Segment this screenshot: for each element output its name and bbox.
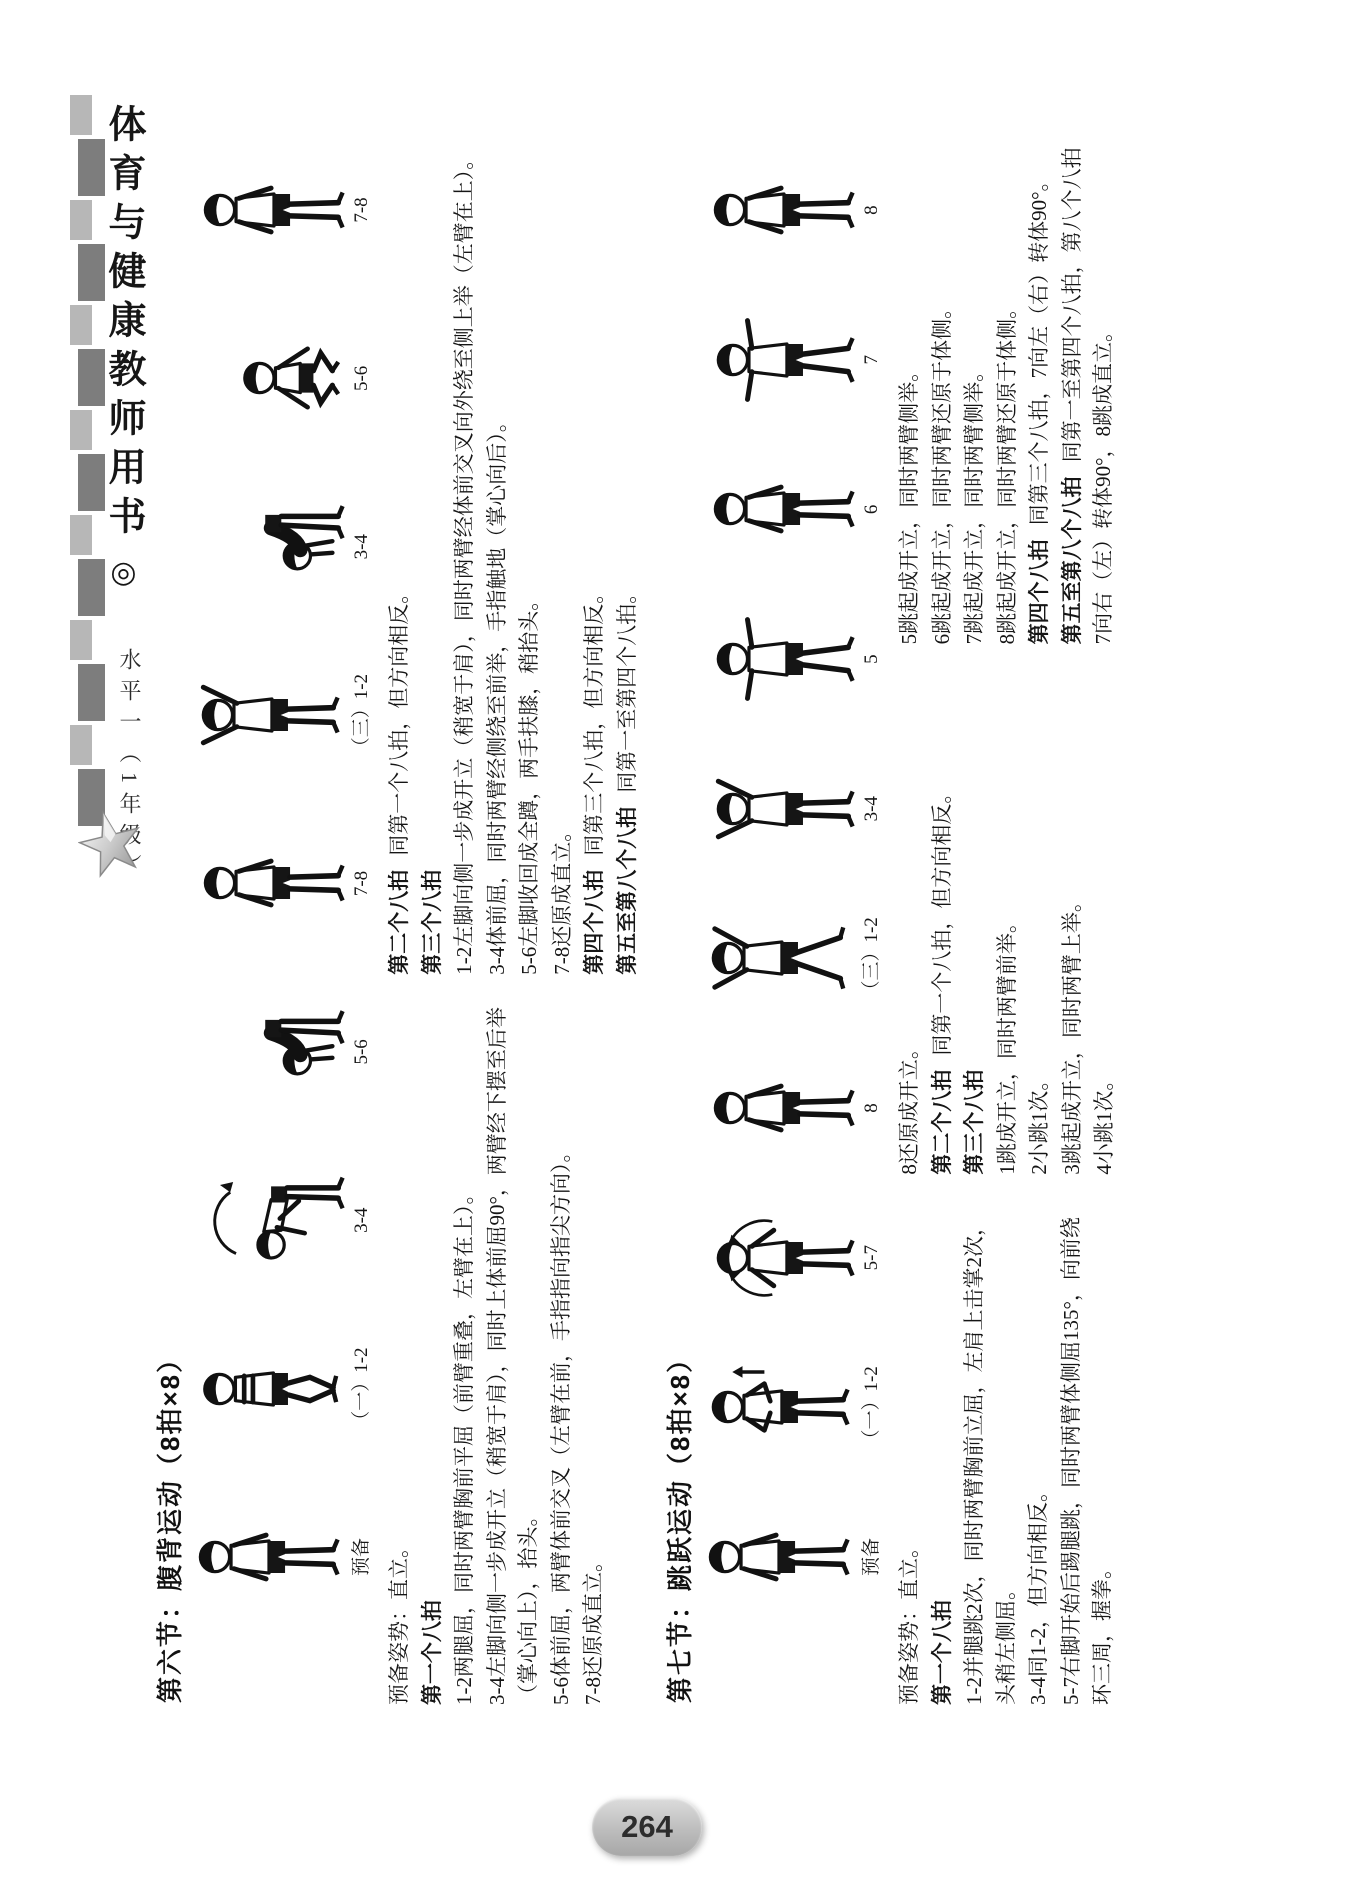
figure-group <box>201 840 373 928</box>
instruction-lead-label: 第二个八拍 <box>930 1069 954 1175</box>
figure-strip <box>195 140 373 1705</box>
instruction-text: 3-4体前屈，同时两臂经侧绕至前举，手指触地（掌心向后）。 <box>484 411 509 975</box>
instruction-text: 6跳起成开立，同时两臂还原于体侧。 <box>929 297 954 645</box>
instruction-lead-label: 第三个八拍 <box>963 1069 986 1175</box>
instruction-text: 预备姿势：直立。 <box>897 1537 921 1705</box>
level-label: 水平一（1年级） <box>117 648 142 885</box>
armsside-pose-child-figure-icon <box>711 615 857 703</box>
instruction-line <box>959 670 991 1174</box>
instruction-text: 3跳起成开立，同时两臂上举。 <box>1059 891 1084 1175</box>
instruction-text: 预备姿势：直立。 <box>387 1537 411 1705</box>
accent-block <box>70 515 92 555</box>
figure-beat-label: 5-6 <box>351 365 372 392</box>
page-number-badge: 264 <box>592 1798 702 1856</box>
armsside-pose-child-figure-icon <box>711 316 857 404</box>
instruction-line <box>894 140 926 644</box>
instruction-line <box>1056 1201 1119 1705</box>
instruction-text: 1-2左脚向侧一步成开立（稍宽于肩），同时两臂经体前交叉向外绕至侧上举（左臂在上）。 <box>452 148 476 975</box>
figure-beat-label: 8 <box>861 1103 882 1113</box>
figure-group <box>201 503 373 591</box>
figure-group <box>706 1513 883 1601</box>
instruction-columns <box>383 140 644 1705</box>
instruction-line <box>482 1001 545 1705</box>
instruction-column <box>893 140 1122 644</box>
instruction-lead-label: 第五至第八个八拍 <box>1060 476 1084 645</box>
figure-beat-label: 7-8 <box>351 197 372 223</box>
instruction-columns <box>893 140 1122 1705</box>
figure-beat-label: （三）1-2 <box>861 917 882 1000</box>
squat-pose-child-figure-icon <box>201 334 347 422</box>
instruction-text: 5-6体前屈，两臂体前交叉（左臂在前，手指指向指尖方向）。 <box>548 1141 573 1705</box>
accent-block <box>70 305 92 345</box>
section-title: 第六节：腹背运动（8拍×8） <box>155 1344 185 1703</box>
instruction-text: 3-4左脚向侧一步成开立（稍宽于肩），同时上体前屈90°，两臂经下摆至后举（掌心向上），抬头。 <box>484 1007 540 1705</box>
stand-pose-child-figure-icon <box>711 1064 857 1152</box>
double-circle-emblem-icon: ◎ <box>107 555 140 590</box>
instruction-text: 7-8还原成直立。 <box>581 1551 605 1705</box>
figure-beat-label: 7-8 <box>351 870 372 897</box>
instruction-line <box>1024 670 1056 1174</box>
figure-group <box>196 671 373 759</box>
figure-group <box>711 1064 883 1152</box>
instruction-text: 8跳起成开立，同时两臂还原于体侧。 <box>994 297 1019 645</box>
figure-beat-label: 预备 <box>861 1538 882 1577</box>
instruction-line <box>449 140 481 975</box>
accent-block <box>70 410 92 450</box>
figure-group <box>711 765 883 853</box>
figure-group <box>706 914 883 1002</box>
figure-group <box>196 1513 373 1601</box>
figure-group <box>706 1363 883 1451</box>
figure-group <box>711 615 883 703</box>
instruction-line <box>927 140 959 644</box>
book-title-text: 体育与健康教师用书 <box>102 104 144 545</box>
instruction-lead-label: 第一个八拍 <box>420 1600 444 1705</box>
instruction-line <box>546 1001 578 1705</box>
instruction-line <box>959 1201 1022 1705</box>
exercise-section-7 <box>660 140 1122 1705</box>
figure-beat-label: （一）1-2 <box>351 1347 372 1430</box>
accent-block <box>70 725 92 765</box>
clap-pose-child-figure-icon <box>706 1363 852 1451</box>
figure-beat-label: （三）1-2 <box>351 673 372 757</box>
instruction-text: 同第三个八拍，但方向相反。 <box>582 582 606 856</box>
stand-pose-child-figure-icon <box>711 166 857 254</box>
exercise-section-6 <box>150 140 644 1705</box>
figure-beat-label: 5 <box>861 654 882 664</box>
instruction-text: 同第一至第四个八拍。 <box>614 582 639 793</box>
instruction-line <box>992 140 1024 644</box>
instruction-line <box>449 1001 481 1705</box>
figure-beat-label: 8 <box>861 205 882 215</box>
instruction-line <box>894 670 926 1174</box>
instruction-lead-label: 第五至第八个八拍 <box>615 806 639 975</box>
instruction-text: 5跳起成开立，同时两臂侧举。 <box>897 360 921 645</box>
instruction-lead-label: 第三个八拍 <box>420 869 444 975</box>
instruction-line <box>384 140 416 975</box>
instruction-text: 2小跳1次。 <box>1027 1069 1051 1175</box>
instruction-text: 5-7右脚开始后踢腿跳，同时两臂体侧屈135°，向前绕环三周，握拳。 <box>1058 1217 1114 1705</box>
accent-block <box>70 200 92 240</box>
armsup-pose-child-figure-icon <box>711 765 857 853</box>
instruction-lead-label: 第一个八拍 <box>930 1600 954 1705</box>
instruction-line <box>417 1001 449 1705</box>
figure-beat-label: 5-7 <box>861 1245 882 1271</box>
figure-strip <box>705 140 883 1705</box>
stand-pose-child-figure-icon <box>201 840 347 928</box>
instruction-line <box>959 140 991 644</box>
instruction-line <box>384 1001 416 1705</box>
instruction-text: 4小跳1次。 <box>1092 1069 1116 1175</box>
instruction-column <box>383 140 644 975</box>
section-title: 第七节：跳跃运动（8拍×8） <box>665 1344 695 1703</box>
jump-pose-child-figure-icon <box>706 914 852 1002</box>
figure-group <box>711 1214 883 1302</box>
instruction-text: 1跳成开立，同时两臂前举。 <box>994 912 1019 1175</box>
instruction-text: 同第三个八拍，7向左（右）转体90°。 <box>1027 170 1051 526</box>
instruction-column <box>893 670 1122 1174</box>
instruction-lead-label: 第四个八拍 <box>1028 539 1051 645</box>
circle-pose-child-figure-icon <box>711 1214 857 1302</box>
figure-beat-label: 3-4 <box>861 796 882 822</box>
instruction-line <box>579 140 611 975</box>
figure-group <box>711 465 883 553</box>
instruction-line <box>927 1201 959 1705</box>
instruction-text: 1-2两腿屈，同时两臂胸前平屈（前臂重叠，左臂在上）。 <box>452 1183 476 1705</box>
instruction-text: 同第一个八拍，但方向相反。 <box>387 582 411 856</box>
stand-pose-child-figure-icon <box>706 1513 852 1601</box>
figure-beat-label: （一）1-2 <box>861 1366 882 1449</box>
figure-group <box>201 1176 373 1264</box>
instruction-line <box>612 140 644 975</box>
stand-pose-child-figure-icon <box>196 1513 342 1601</box>
figure-beat-label: 7 <box>861 355 882 365</box>
kneebend-pose-child-figure-icon <box>196 1345 342 1433</box>
instruction-lead-label: 第四个八拍 <box>583 869 606 975</box>
accent-block <box>70 95 92 135</box>
deepbend-pose-child-figure-icon <box>201 1008 347 1096</box>
instruction-line <box>927 670 959 1174</box>
rotated-landscape-content <box>150 140 1255 1705</box>
instruction-line <box>547 140 579 975</box>
instruction-text: 7-8还原成直立。 <box>549 820 574 975</box>
figure-group <box>201 166 373 254</box>
figure-beat-label: 5-6 <box>351 1039 372 1065</box>
accent-block <box>70 620 92 660</box>
figure-group <box>201 1008 373 1096</box>
instruction-text: 同第一个八拍，但方向相反。 <box>929 782 954 1056</box>
figure-group <box>711 316 883 404</box>
instruction-text: 7跳起成开立，同时两臂侧举。 <box>962 360 986 645</box>
figure-beat-label: 3-4 <box>351 534 372 560</box>
figure-group <box>201 334 373 422</box>
instruction-line <box>1057 670 1089 1174</box>
instruction-line <box>1089 670 1121 1174</box>
bend-pose-child-figure-icon <box>201 1176 347 1264</box>
figure-beat-label: 6 <box>861 504 882 515</box>
figure-group <box>711 166 883 254</box>
instruction-line <box>514 140 546 975</box>
star-icon <box>78 798 152 902</box>
deepbend-pose-child-figure-icon <box>201 503 347 591</box>
instruction-text: 1-2并腿跳2次，同时两臂胸前立屈，左肩上击掌2次，头稍左侧屈。 <box>962 1215 1018 1705</box>
instruction-text: 3-4同1-2，但方向相反。 <box>1026 1481 1050 1705</box>
instruction-line <box>1023 1201 1055 1705</box>
instruction-line <box>1024 140 1056 644</box>
instruction-text: 8还原成开立。 <box>897 1038 921 1175</box>
stand-pose-child-figure-icon <box>711 465 857 553</box>
instruction-line <box>894 1201 926 1705</box>
figure-group <box>196 1345 373 1433</box>
instruction-column <box>383 1001 644 1705</box>
instruction-line <box>482 140 514 975</box>
instruction-line <box>578 1001 610 1705</box>
instruction-text: 5-6左脚收回成全蹲，两手扶膝，稍抬头。 <box>517 589 541 975</box>
instruction-column <box>893 1201 1122 1705</box>
instruction-line <box>417 140 449 975</box>
instruction-line <box>992 670 1024 1174</box>
armsup-pose-child-figure-icon <box>196 671 342 759</box>
instruction-lead-label: 第二个八拍 <box>388 869 411 975</box>
stand-pose-child-figure-icon <box>201 166 347 254</box>
figure-beat-label: 预备 <box>351 1538 372 1577</box>
instruction-text: 同第一至第四个八拍，第八个八拍7向右（左）转体90°，8跳成直立。 <box>1059 147 1115 645</box>
figure-beat-label: 3-4 <box>351 1207 372 1233</box>
instruction-line <box>1057 140 1120 644</box>
